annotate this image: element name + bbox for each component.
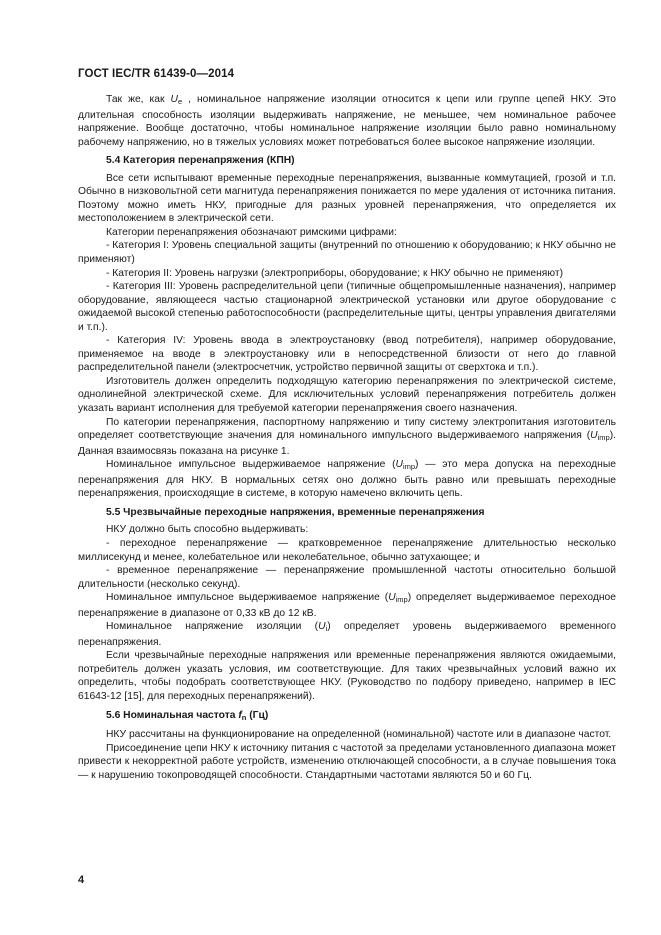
list-item: - Категория I: Уровень специальной защиты (внутренний по отношению к оборудованию; к НКУ обычно не применяют) [78, 240, 616, 266]
section-heading-5-5: 5.5 Чрезвычайные переходные напряжения, временные перенапряжения [106, 506, 485, 518]
paragraph: По категории перенапряжения, паспортному напряжению и типу систему электропитания изготовитель определяет соответствующие значения для номинального импульсного выдерживаемого напряжения $(U_{imp})$. Данная взаимосвязь показана на рисунке 1. [78, 416, 616, 457]
list-item: - Категория III: Уровень распределительной цепи (типичные общепромышленные назначения), например оборудование, являющееся частью стационарной электрической установки или другое оборудование с ожидаемой высокой степенью работоспособности (распределительные щиты, центры управления двигателями и т.п.). [78, 281, 616, 333]
paragraph: Номинальное напряжение изоляции $(U_i)$ определяет уровень выдерживаемого временного перенапряжения. [78, 621, 616, 648]
document-body [78, 93, 616, 782]
page-number: 4 [78, 874, 85, 886]
paragraph: Номинальное импульсное выдерживаемое напряжение $(U_{imp})$ определяет выдерживаемое переходное перенапряжение в диапазоне от 0,33 кВ до 12 кВ. [78, 592, 616, 619]
section-heading-5-6: 5.6 Номинальная частота $f_n$ (Гц) [106, 709, 269, 722]
list-item: - Категория IV: Уровень ввода в электроустановку (ввод потребителя), например оборудование, применяемое на вводе в электроустановку или в непосредственной близости от него до главной распределительной панели (электросчетчик, устройство первичной защиты от сверхтока и т.п.). [78, 335, 616, 374]
list-item: - Категория II: Уровень нагрузки (электроприборы, оборудование; к НКУ обычно не применяют) [106, 267, 564, 279]
paragraph: НКУ рассчитаны на функционирование на определенной (номинальной) частоте или в диапазоне частот. [106, 729, 612, 741]
section-heading-5-4: 5.4 Категория перенапряжения (КПН) [106, 155, 295, 167]
paragraph: Изготовитель должен определить подходящую категорию перенапряжения по электрической системе, однолинейной электрической схеме. Для исключительных условий перенапряжения потребитель должен указать вариант исполнения для требуемой категории перенапряжения своего назначения. [78, 375, 616, 415]
paragraph: Если чрезвычайные переходные напряжения или временные перенапряжения являются ожидаемыми, потребитель должен указать условия, им соответствующие. Для таких чрезвычайных условий важно их определить, чтобы подобрать соответствующее НКУ. (Руководство по подбору приведено, например в IEC 61643-12 [15], для переходных перенапряжений). [78, 650, 616, 702]
document-header: ГОСТ IEC/TR 61439-0—2014 [78, 68, 235, 80]
paragraph: Категории перенапряжения обозначают римскими цифрами: [106, 226, 397, 238]
list-item: - временное перенапряжение — перенапряжение промышленной частоты относительно большой длительности (несколько секунд). [78, 565, 616, 590]
list-item: - переходное перенапряжение — кратковременное перенапряжение длительностью несколько миллисекунд и менее, колебательное или неколебательное, обычно затухающее; и [78, 537, 616, 563]
paragraph: НКУ должно быть способно выдерживать: [106, 524, 309, 536]
paragraph: Присоединение цепи НКУ к источнику питания с частотой за пределами установленного диапазона может привести к некорректной работе устройств, изменению отключающей способности, а в случае повышения тока — к нарушению токопроводящей способности. Стандартными частотами являются 50 и 60 Гц. [78, 742, 616, 781]
paragraph: Все сети испытывают временные переходные перенапряжения, вызванные коммутацией, грозой и т.п. Обычно в низковольтной сети магнитуда перенапряжения понижается по мере удаления от источника питания. Поэтому можно иметь НКУ, пригодные для разных уровней перенапряжения, что определяется их местоположением в электрической сети. [78, 172, 616, 225]
paragraph: Так же, как $U_e$ , номинальное напряжение изоляции относится к цепи или группе цепей НКУ. Это длительная способность изоляции выдерживать напряжение, не меньшее, чем номинальное рабочее напряжение. Вообще достаточно, чтобы номинальное напряжение изоляции было равно номинальному рабочему напряжению, но в тяжелых условиях может потребоваться более высокое напряжение изоляции. [78, 94, 616, 148]
paragraph: Номинальное импульсное выдерживаемое напряжение $(U_{imp})$ — это мера допуска на переходные перенапряжения для НКУ. В нормальных сетях оно должно быть равно или превышать переходные перенапряжения, происходящие в системе, в которую намечено включить цепь. [78, 459, 616, 500]
